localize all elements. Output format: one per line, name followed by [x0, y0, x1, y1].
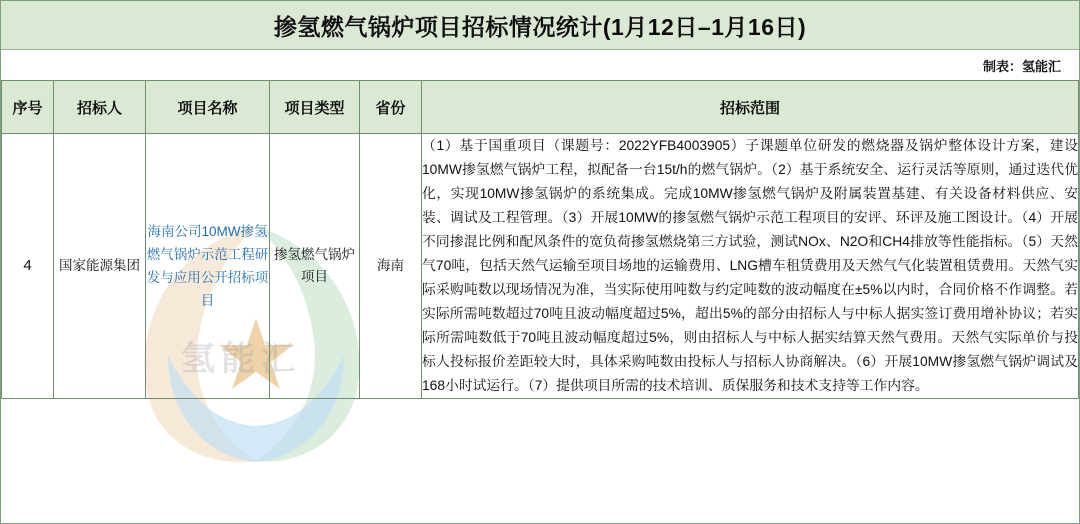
column-header-owner: 招标人 [54, 81, 146, 134]
cell-seq: 4 [2, 134, 54, 399]
document-title-bar [1, 1, 1079, 50]
cell-project-type: 掺氢燃气锅炉项目 [270, 134, 360, 399]
column-header-seq: 序号 [2, 81, 54, 134]
credit-row [1, 50, 1079, 80]
tender-table [1, 80, 1079, 399]
table-row [2, 134, 1079, 399]
credit-label: 制表：氢能汇 [982, 58, 1061, 74]
column-header-province: 省份 [360, 81, 422, 134]
cell-province: 海南 [360, 134, 422, 399]
watermark-text: 氢能汇 [181, 340, 301, 378]
cell-scope: （1）基于国重项目（课题号：2022YFB4003905）子课题单位研发的燃烧器及锅炉整体设计方案，建设10MW掺氢燃气锅炉工程，拟配备一台15t/h的燃气锅炉。（2）基于系统安全、运行灵活等原则，通过迭代优化，实现10MW掺氢锅炉的系统集成。完成10MW掺氢燃气锅炉及附属装置基建、有关设备材料供应、安装、调试及工程管理。（3）开展10MW的掺氢燃气锅炉示范工程项目的安评、环评及施工图设计。（4）开展不同掺混比例和配风条件的宽负荷掺氢燃烧第三方试验，测试NOx、N2O和CH4排放等性能指标。（5）天然气70吨，包括天然气运输至项目场地的运输费用、LNG槽车租赁费用及天然气气化装置租赁费用。天然气实际采购吨数以现场情况为准，当实际使用吨数与约定吨数的波动幅度在±5%以内时，合同价格不作调整。若实际所需吨数超过70吨且波动幅度超过5%，超出5%的部分由招标人与中标人据实签订费用增补协议；若实际所需吨数低于70吨且波动幅度超过5%，则由招标人与中标人据实结算天然气费用。天然气实际单价与投标人投标报价差距较大时，具体采购吨数由投标人与招标人协商解决。（6）开展10MW掺氢燃气锅炉调试及168小时试运行。（7）提供项目所需的技术培训、质保服务和技术支持等工作内容。 [422, 134, 1079, 399]
column-header-scope: 招标范围 [422, 81, 1079, 134]
cell-project-name[interactable]: 海南公司10MW掺氢燃气锅炉示范工程研发与应用公开招标项目 [146, 134, 270, 399]
page-title: 掺氢燃气锅炉项目招标情况统计(1月12日–1月16日) [273, 13, 807, 40]
column-header-project-name: 项目名称 [146, 81, 270, 134]
table-header-row [2, 81, 1079, 134]
column-header-project-type: 项目类型 [270, 81, 360, 134]
cell-owner: 国家能源集团 [54, 134, 146, 399]
